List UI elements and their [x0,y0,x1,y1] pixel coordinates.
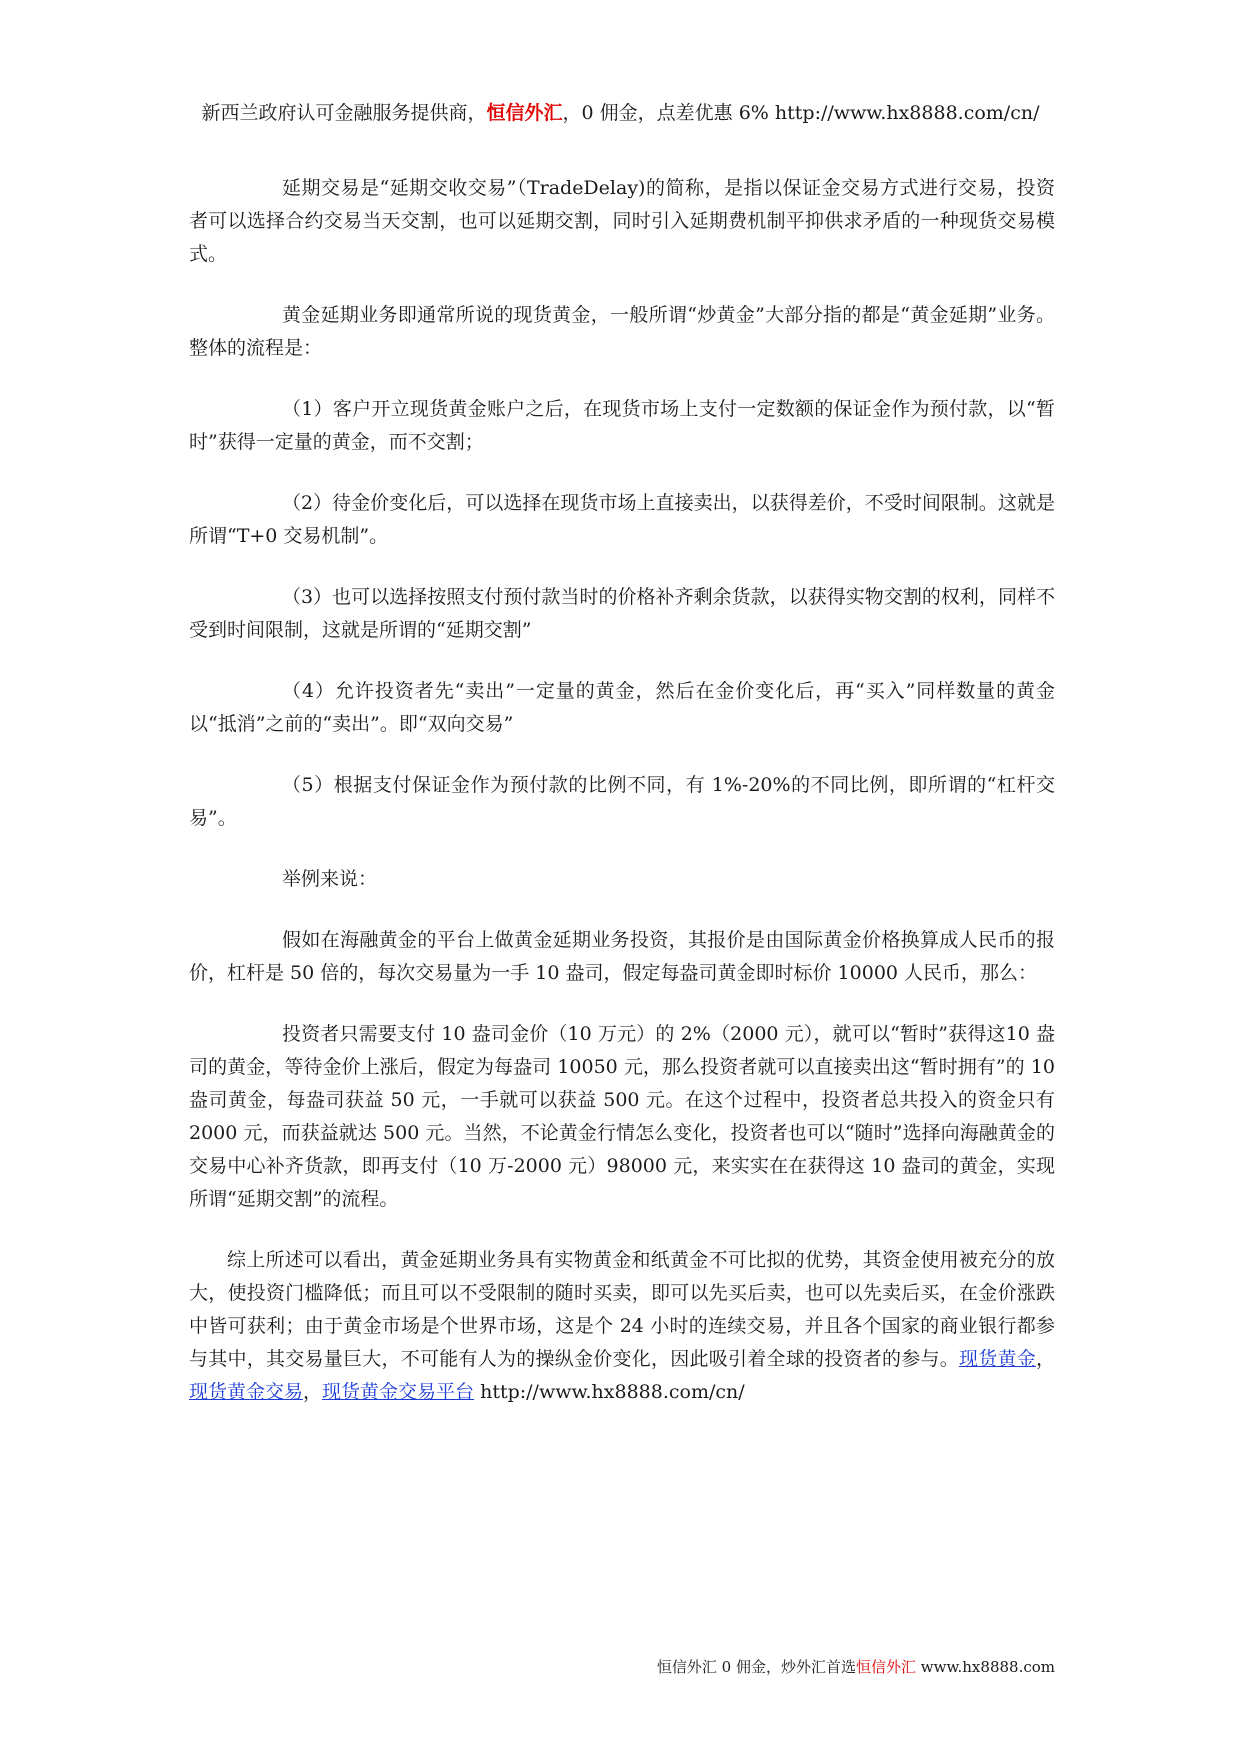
paragraph-example-intro: 举例来说： [282,868,378,890]
summary-url: http://www.hx8888.com/cn/ [474,1381,745,1403]
page-header [0,98,1241,125]
paragraph-step-3: （3）也可以选择按照支付预付款当时的价格补齐剩余货款，以获得实物交割的权利，同样不受到时间限制，这就是所谓的“延期交割” [189,586,1055,641]
paragraph-step-1: （1）客户开立现货黄金账户之后，在现货市场上支付一定数额的保证金作为预付款，以“暂时”获得一定量的黄金，而不交割； [189,398,1055,453]
footer-suffix: www.hx8888.com [916,1658,1055,1676]
paragraph-step-4: （4）允许投资者先“卖出”一定量的黄金，然后在金价变化后，再“买入”同样数量的黄金以“抵消”之前的“卖出”。即“双向交易” [189,680,1055,735]
header-brand: 恒信外汇 [486,102,563,124]
paragraph-example-setup: 假如在海融黄金的平台上做黄金延期业务投资，其报价是由国际黄金价格换算成人民币的报价，杠杆是 50 倍的，每次交易量为一手 10 盎司，假定每盎司黄金即时标价 10000 人民币，那么： [189,929,1055,984]
link-separator: ， [1035,1348,1055,1370]
paragraph-step-5: （5）根据支付保证金作为预付款的比例不同，有 1%-20%的不同比例，即所谓的“杠杆交易”。 [189,774,1055,829]
link-spot-gold-trading[interactable]: 现货黄金交易 [189,1381,304,1403]
page-footer [657,1656,1055,1677]
link-spot-gold-platform[interactable]: 现货黄金交易平台 [322,1381,475,1403]
paragraph-summary [189,1244,1055,1409]
link-separator: ， [303,1381,323,1403]
footer-brand: 恒信外汇 [855,1658,916,1676]
footer-prefix: 恒信外汇 0 佣金，炒外汇首选 [656,1658,856,1676]
document-body [189,172,1055,1437]
paragraph-definition: 延期交易是“延期交收交易”（TradeDelay)的简称，是指以保证金交易方式进行交易，投资者可以选择合约交易当天交割，也可以延期交割，同时引入延期费机制平抑供求矛盾的一种现货交易模式。 [189,177,1055,265]
header-prefix: 新西兰政府认可金融服务提供商， [201,102,487,124]
paragraph-overview: 黄金延期业务即通常所说的现货黄金，一般所谓“炒黄金”大部分指的都是“黄金延期”业务。整体的流程是： [189,304,1055,359]
header-suffix: ，0 佣金，点差优惠 6% http://www.hx8888.com/cn/ [562,102,1040,124]
link-spot-gold[interactable]: 现货黄金 [958,1348,1036,1370]
paragraph-example-detail: 投资者只需要支付 10 盎司金价（10 万元）的 2%（2000 元），就可以“暂时”获得这10 盎司的黄金，等待金价上涨后，假定为每盎司 10050 元，那么投资者就可以直接卖出这“暂时拥有”的 10 盎司黄金，每盎司获益 50 元，一手就可以获益 500 元。在这个过程中，投资者总共投入的资金只有 2000 元，而获益就达 500 元。当然，不论黄金行情怎么变化，投资者也可以“随时”选择向海融黄金的交易中心补齐货款，即再支付（10 万-2000 元）98000 元，来实实在在获得这 10 盎司的黄金，实现所谓“延期交割”的流程。 [189,1023,1055,1210]
summary-text: 综上所述可以看出，黄金延期业务具有实物黄金和纸黄金不可比拟的优势，其资金使用被充分的放大，使投资门槛降低；而且可以不受限制的随时买卖，即可以先买后卖，也可以先卖后买，在金价涨跌中皆可获利；由于黄金市场是个世界市场，这是个 24 小时的连续交易，并且各个国家的商业银行都参与其中，其交易量巨大，不可能有人为的操纵金价变化，因此吸引着全球的投资者的参与。 [189,1249,1055,1370]
paragraph-step-2: （2）待金价变化后，可以选择在现货市场上直接卖出，以获得差价，不受时间限制。这就是所谓“T+0 交易机制”。 [189,492,1055,547]
